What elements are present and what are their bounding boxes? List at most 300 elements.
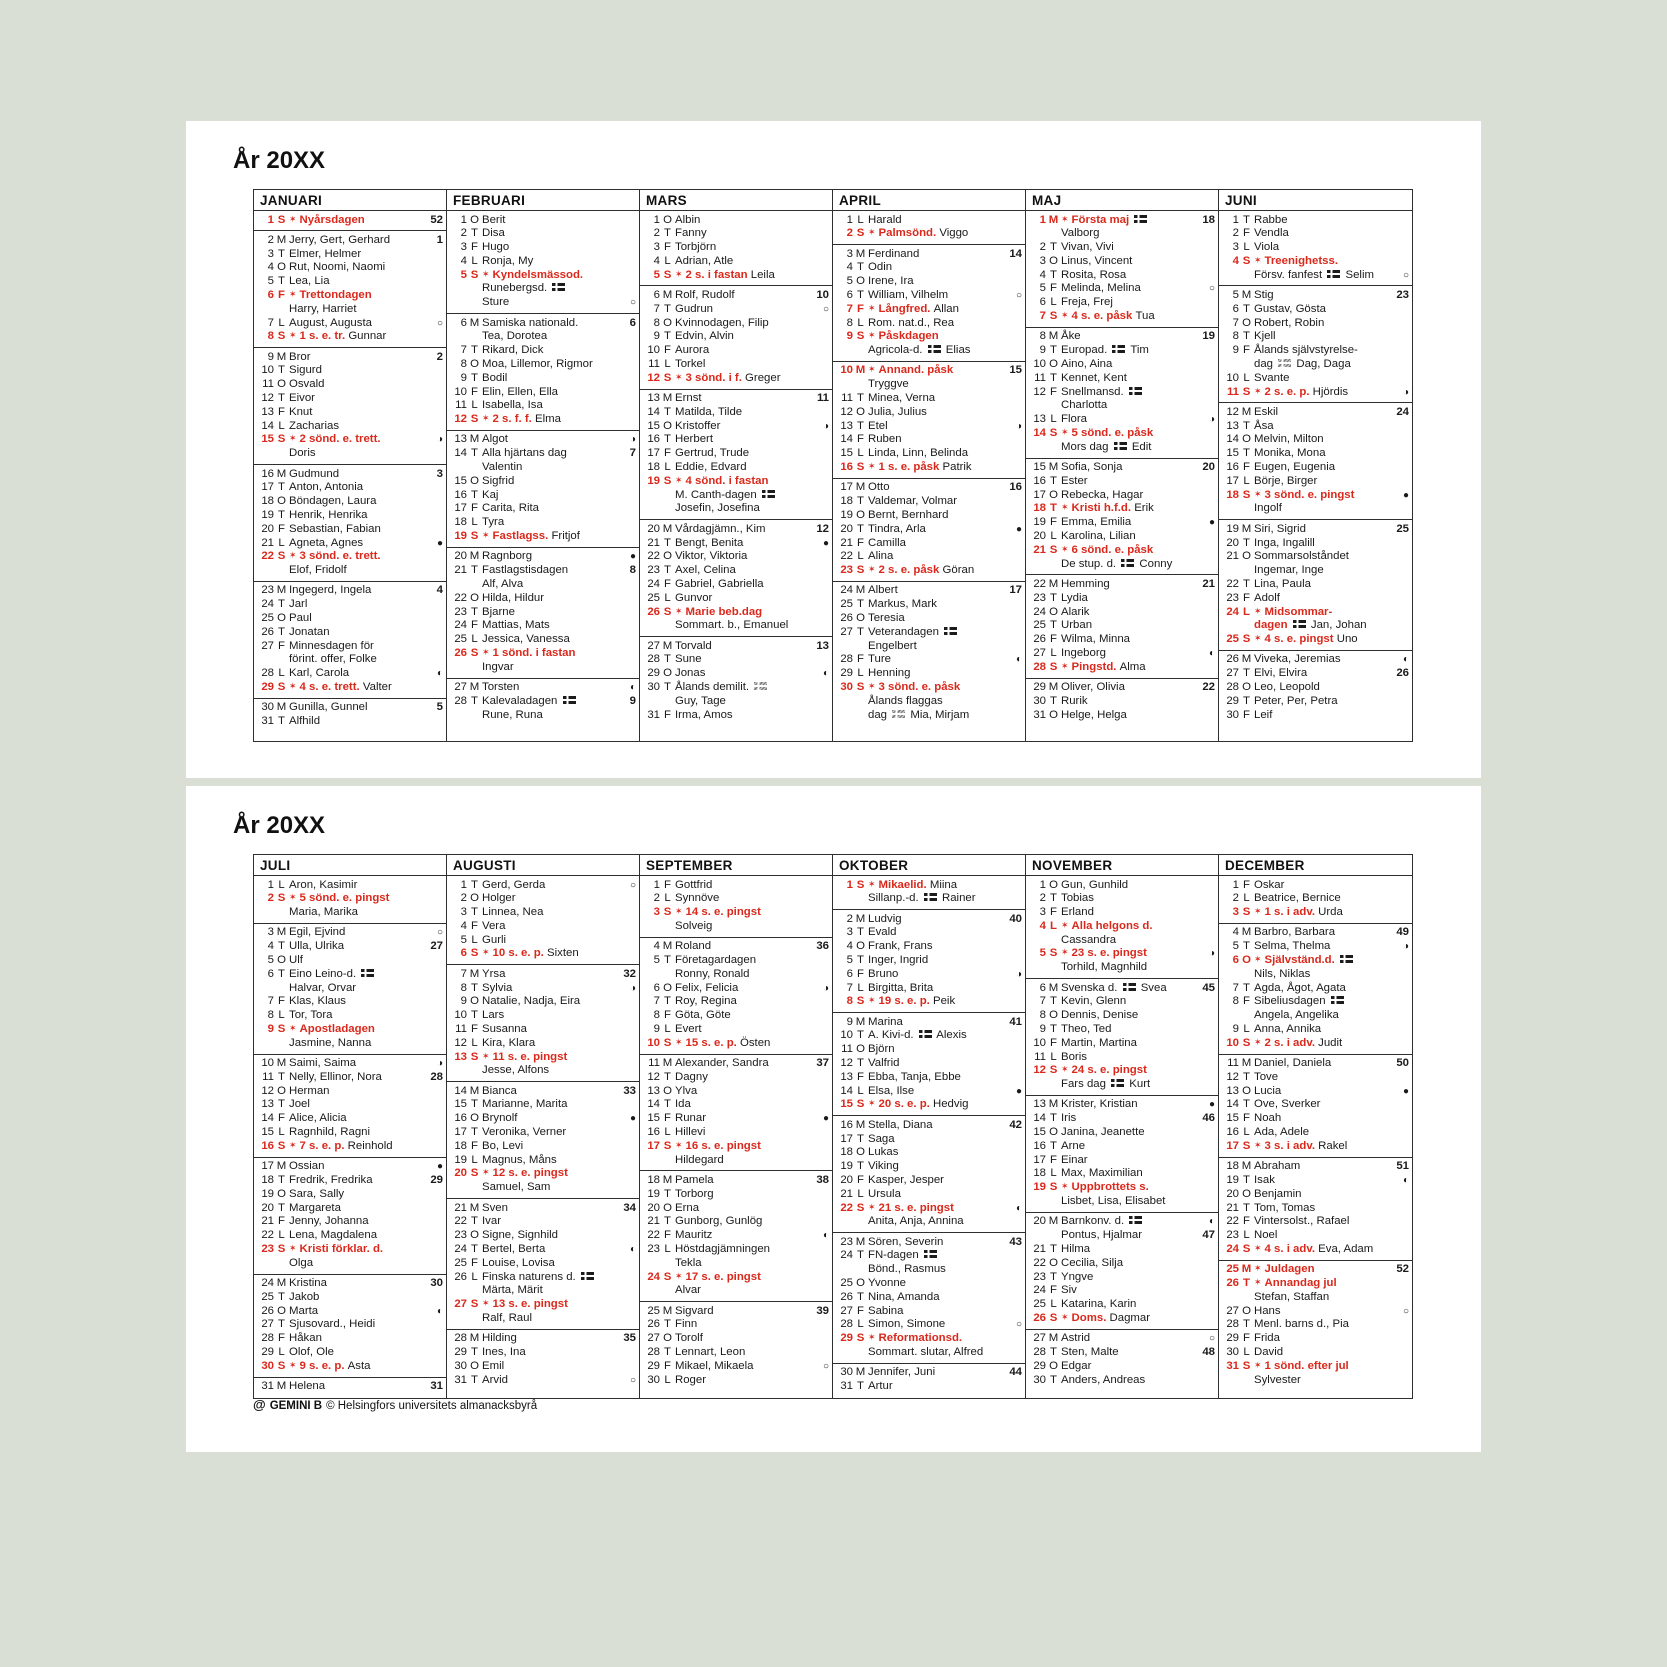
weekday-letter: L [857,1084,864,1097]
weekday-letter: T [278,1318,285,1331]
day-row [1026,892,1218,906]
finland-flag-day-icon [924,893,937,901]
weekday-letter: S [1049,543,1058,556]
day-row [640,1215,832,1229]
weekday-letter: L [278,419,285,432]
holiday-star-icon: ✶ [1061,919,1069,930]
day-names-text: Adrian, Atle [675,254,734,267]
day-names-text: Valdemar, Volmar [868,495,958,508]
weekday-letter: M [276,1380,287,1393]
weekday-letter: L [1050,1167,1057,1180]
day-names-text [868,330,939,342]
day-number: 27 [840,1304,853,1317]
holiday-star-icon: ✶ [289,892,297,903]
weekday-letter: T [1243,694,1250,707]
day-number: 21 [1033,1242,1046,1255]
day-names-text: Inga, Ingalill [1254,536,1315,549]
day-number: 24 [261,598,274,611]
day-row [833,1236,1025,1250]
month-header: MAJ [1026,190,1218,211]
day-number: 25 [840,598,853,611]
day-number: 17 [1226,1139,1239,1152]
weekday-letter: S [1049,310,1058,323]
day-names-text: Susanna [482,1022,527,1035]
day-number: 25 [454,633,467,646]
day-names-text: Nils, Niklas [1254,967,1311,980]
day-row [1219,1126,1412,1140]
day-number: 15 [1226,447,1239,460]
day-number: 20 [261,522,274,535]
holiday-name: Pingstd. [1071,660,1120,673]
weekday-letter: T [857,1290,864,1303]
day-number: 1 [1232,213,1239,226]
day-names-text: Lucia [1254,1084,1282,1097]
day-names-text [868,364,953,376]
day-number: 17 [1033,1153,1046,1166]
day-number: 8 [1232,330,1239,343]
weekday-letter: S [1242,385,1251,398]
weekday-letter: L [664,591,671,604]
weekday-letter: L [1243,474,1250,487]
day-names-text: Stella, Diana [868,1118,933,1131]
day-row [254,954,446,968]
week-group [447,678,639,726]
moon-phase-icon: ◐ [1402,1174,1409,1186]
day-names-text: Daniel, Daniela [1254,1057,1332,1070]
weekday-letter: O [470,591,479,604]
weekday-letter: F [664,708,671,721]
day-number: 17 [261,481,274,494]
day-names-text: Alarik [1061,605,1090,618]
day-number: 19 [454,1153,467,1166]
week-group [1219,402,1412,519]
day-names-text: Nelly, Ellinor, Nora [289,1070,382,1083]
holiday-name: 3 sönd. e. pingst [1264,488,1355,501]
day-names-text: Valborg [1061,227,1100,240]
day-names-text: Joel [289,1098,310,1111]
day-row [1026,1346,1218,1360]
weekday-letter: O [856,275,865,288]
day-number: 16 [647,433,660,446]
day-names-text [1254,1360,1349,1372]
day-row [1026,619,1218,633]
week-group [1219,211,1412,285]
day-row [833,1188,1025,1202]
day-row [1026,592,1218,606]
holiday-star-icon: ✶ [289,1022,297,1033]
weekday-letter: T [664,1098,671,1111]
finland-flag-day-icon [944,627,957,635]
day-names-text [289,892,389,904]
day-number: 10 [261,1057,274,1070]
weekday-letter: O [470,1112,479,1125]
weekday-letter: M [1048,577,1059,590]
weekday-letter: L [664,892,671,905]
weekday-letter: T [471,344,478,357]
holiday-star-icon: ✶ [868,1098,876,1109]
day-row [1219,892,1412,906]
day-number: 5 [653,268,660,281]
day-row [640,303,832,317]
day-names-text: Mors dag Edit [1061,440,1152,453]
weekday-letter: F [857,1070,864,1083]
day-names-text: Dagny [675,1070,708,1083]
day-names-text: ✶ 9 s. e. p. Asta [289,1359,371,1372]
day-number: 23 [647,1242,660,1255]
day-number: 10 [1033,357,1046,370]
day-names-text: Rebecka, Hagar [1061,488,1144,501]
day-names-text: Nina, Amanda [868,1290,940,1303]
day-names-text: Dennis, Denise [1061,1009,1139,1022]
day-names-text: Olof, Ole [289,1346,334,1358]
holiday-star-icon: ✶ [868,227,876,238]
day-number: 4 [267,940,274,953]
day-row [640,564,832,578]
finland-flag-day-icon [1123,983,1136,991]
weekday-letter: T [1243,577,1250,590]
day-names-text: Finn [675,1318,698,1331]
day-number: 11 [455,1022,467,1035]
moon-phase-icon: ● [822,1113,829,1125]
weekday-letter: S [856,227,865,240]
day-number: 18 [647,1173,660,1186]
day-number: 18 [454,516,467,529]
day-names-text [289,289,372,301]
day-row [640,392,832,406]
month-oktober [833,855,1026,1398]
weekday-letter: L [664,1373,671,1386]
weekday-letter: T [664,995,671,1008]
weekday-letter: T [471,227,478,240]
moon-phase-icon: ● [822,537,829,549]
day-row [1026,1271,1218,1285]
day-names-text: Matilda, Tilde [675,405,743,418]
week-group [1026,1095,1218,1212]
weekday-letter: T [857,1380,864,1393]
day-names-text: Runebergsd. [482,282,567,294]
day-number: 22 [1033,577,1046,590]
day-row [640,1346,832,1360]
weekday-letter: O [277,953,286,966]
day-names-text: Zacharias [289,419,340,432]
day-number: 1 [460,213,467,226]
day-row [1219,433,1412,447]
day-row [1219,906,1412,920]
day-names-text: Linus, Vincent [1061,254,1133,267]
day-row [1219,709,1412,723]
weekday-letter: S [277,892,286,905]
weekday-letter: L [1050,1298,1057,1311]
day-number: 21 [1226,1201,1239,1214]
day-number: 11 [1034,371,1046,384]
holiday-name: 2 s. e. p. [1264,385,1313,398]
day-names-text: Valfrid [868,1057,900,1070]
day-number: 1 [1039,878,1046,891]
day-names-text: Ture [868,653,891,666]
weekday-letter: S [663,268,672,281]
day-number: 28 [840,1318,853,1331]
week-group [640,636,832,725]
weekday-letter: S [663,474,672,487]
finland-flag-day-icon [924,1250,937,1258]
day-names-text: Rune, Runa [482,708,543,721]
day-number: 22 [647,550,660,563]
day-names-text: Sigurd [289,364,322,377]
holiday-star-icon: ✶ [1254,605,1262,616]
holiday-star-icon: ✶ [289,288,297,299]
day-row [1219,1318,1412,1332]
week-group [833,244,1025,361]
day-number: 6 [1232,302,1239,315]
day-number: 4 [1039,919,1046,932]
day-number: 12 [840,1057,853,1070]
weekday-letter: M [469,1084,480,1097]
holiday-star-icon: ✶ [1254,1359,1262,1370]
moon-phase-icon: ○ [629,879,636,891]
day-number: 23 [647,564,660,577]
week-number: 12 [816,522,829,535]
weekday-letter: T [1050,1373,1057,1386]
day-number: 2 [846,227,853,240]
day-number: 28 [261,1332,274,1345]
holiday-star-icon: ✶ [482,1167,490,1178]
weekday-letter: O [1242,953,1251,966]
day-row [447,489,639,503]
calendar-page-first-half [186,121,1481,778]
day-names-text: Julia, Julius [868,405,927,418]
weekday-letter: M [469,1332,480,1345]
day-names-text: Eddie, Edvard [675,461,747,474]
day-row [1026,1312,1218,1326]
day-row [640,1174,832,1188]
day-number: 29 [261,681,274,693]
week-number: 2 [436,350,443,363]
day-row [254,1174,446,1188]
day-row [254,1346,446,1360]
weekday-letter: T [471,1098,478,1111]
day-row [833,406,1025,420]
day-names-text: Alfhild [289,715,321,728]
weekday-letter: S [470,268,479,281]
day-row [254,584,446,598]
day-names-text: Gurli [482,933,507,946]
weekday-letter: T [1243,1070,1250,1083]
day-number: 18 [261,495,274,508]
day-row [1219,461,1412,475]
day-row [1026,310,1218,324]
holiday-star-icon: ✶ [1061,1181,1069,1192]
week-group [254,1274,446,1377]
week-number: 47 [1202,1229,1215,1242]
holiday-name: 3 s. i adv. [1264,1139,1319,1152]
day-row [1219,241,1412,255]
weekday-letter: M [1048,981,1059,994]
week-number: 3 [436,467,443,480]
weekday-letter: T [278,1173,285,1186]
day-row [254,378,446,392]
day-number: 8 [267,1009,274,1022]
day-row [1219,592,1412,606]
day-row [1026,1243,1218,1257]
day-names-text: Edgar [1061,1359,1092,1372]
day-names-text: Ronja, My [482,254,534,267]
week-number: 51 [1396,1160,1409,1173]
day-number: 22 [261,550,274,563]
day-number: 14 [261,419,274,432]
day-number: 10 [1226,1036,1239,1049]
finland-flag-day-icon [1121,559,1134,567]
weekday-letter: T [857,419,864,432]
day-number: 9 [1039,344,1046,357]
day-number: 10 [647,1036,660,1049]
week-number: 48 [1202,1346,1215,1358]
weekday-letter: F [857,653,864,666]
day-row [640,1229,832,1243]
day-names-text: ✶ 1 s. i adv. Urda [1254,906,1343,919]
week-number: 15 [1009,364,1022,377]
week-number: 38 [816,1173,829,1186]
day-number: 2 [267,233,274,246]
holiday-name: 13 s. e. pingst [492,1298,568,1311]
day-number: 9 [460,371,467,384]
day-row [254,351,446,365]
day-row [833,1366,1025,1380]
day-names-text: Felix, Felicia [675,981,739,994]
day-names-text: ✶ 3 sönd. i f. Greger [675,371,781,384]
day-number: 2 [653,227,660,240]
day-number: 6 [846,967,853,980]
day-names-text [289,1243,383,1255]
day-number: 12 [454,413,467,426]
week-group [640,937,832,1054]
day-names-text: Alice, Alicia [289,1112,347,1125]
week-group [254,230,446,347]
day-number: 9 [846,1015,853,1028]
weekday-letter: L [471,1153,478,1166]
day-names-text: ✶ Doms. Dagmar [1061,1311,1151,1324]
week-number: 44 [1009,1366,1022,1379]
weekday-letter: L [1050,530,1057,543]
week-group [640,211,832,285]
day-row [1219,954,1412,982]
day-number: 28 [647,1346,660,1358]
holiday-name: 23 s. e. pingst [1071,947,1147,960]
week-number: 39 [816,1304,829,1317]
weekday-letter: F [471,502,478,515]
moon-phase-icon: ○ [1208,1333,1215,1345]
weekday-letter: T [664,1187,671,1200]
day-row [254,468,446,482]
day-row [447,413,639,427]
weekday-letter: O [856,1043,865,1056]
day-names-text: Kaj [482,488,499,501]
day-number: 26 [261,1304,274,1317]
day-names-text: Gertrud, Trude [675,447,750,460]
day-names-text: ✶ 19 s. e. p. Peik [868,995,956,1008]
day-row [254,681,446,695]
day-row [254,1057,446,1071]
day-names-text: August, Augusta [289,316,372,329]
weekday-letter: O [470,1359,479,1372]
month-header: MARS [640,190,832,211]
day-names-text: M. Canth-dagen [675,489,777,501]
weekday-letter: S [1242,254,1251,267]
day-row [640,940,832,954]
day-row [833,1085,1025,1099]
weekday-letter: F [1243,1112,1250,1125]
day-number: 30 [454,1359,467,1372]
day-number: 25 [1033,1298,1046,1311]
day-names-text: ✶ 20 s. e. p. Hedvig [868,1098,969,1111]
day-number: 28 [454,694,467,707]
weekday-letter: L [1050,413,1057,426]
weekday-letter: T [1050,1242,1057,1255]
day-row [254,248,446,262]
weekday-letter: S [856,330,865,343]
day-number: 8 [1039,1009,1046,1022]
day-number: 13 [1033,413,1046,426]
day-number: 3 [1039,906,1046,919]
day-names-text: Sommart. b., Emanuel [675,619,789,632]
day-names-text: Lina, Paula [1254,577,1311,590]
holiday-star-icon: ✶ [868,461,876,472]
week-number: 24 [1396,405,1409,418]
holiday-name: 7 s. e. p. [299,1139,348,1152]
day-names-text: Herman [289,1084,330,1097]
day-names-text: Sten, Malte [1061,1346,1119,1358]
day-number: 21 [1033,543,1046,556]
day-number: 15 [647,1112,660,1125]
day-names-text: Otto [868,481,890,494]
day-names-text [1061,920,1153,932]
day-number: 16 [840,1118,853,1131]
day-names-text: Europad. Tim [1061,344,1149,357]
day-number: 29 [1226,1332,1239,1345]
day-names-text: Simon, Simone [868,1318,946,1331]
day-names-text: Melinda, Melina [1061,282,1141,295]
weekday-letter: M [1048,330,1059,343]
day-number: 12 [840,405,853,418]
weekday-letter: F [857,302,864,315]
day-row [254,330,446,344]
day-number: 4 [653,254,660,267]
holiday-name: Kristi förklar. d. [299,1242,384,1255]
day-names-text: Arne [1061,1139,1086,1152]
day-row [254,537,446,551]
day-row [1026,1360,1218,1374]
day-row [447,633,639,647]
day-names-text: Holger [482,892,516,905]
weekday-letter: T [664,653,671,666]
day-row [1219,1098,1412,1112]
week-group [640,876,832,937]
day-names-text: Krister, Kristian [1061,1098,1138,1111]
day-row [254,926,446,940]
day-row [1026,879,1218,893]
day-number: 8 [460,357,467,370]
weekday-letter: M [1048,1332,1059,1345]
day-number: 30 [1033,694,1046,707]
day-row [254,598,446,612]
weekday-letter: T [1243,1277,1250,1290]
weekday-letter: T [1243,302,1250,315]
day-row [640,447,832,461]
day-row [833,481,1025,495]
weekday-letter: T [471,1373,478,1386]
day-names-text: Åsa [1254,419,1274,432]
holiday-star-icon: ✶ [868,995,876,1006]
weekday-letter: T [471,1126,478,1139]
